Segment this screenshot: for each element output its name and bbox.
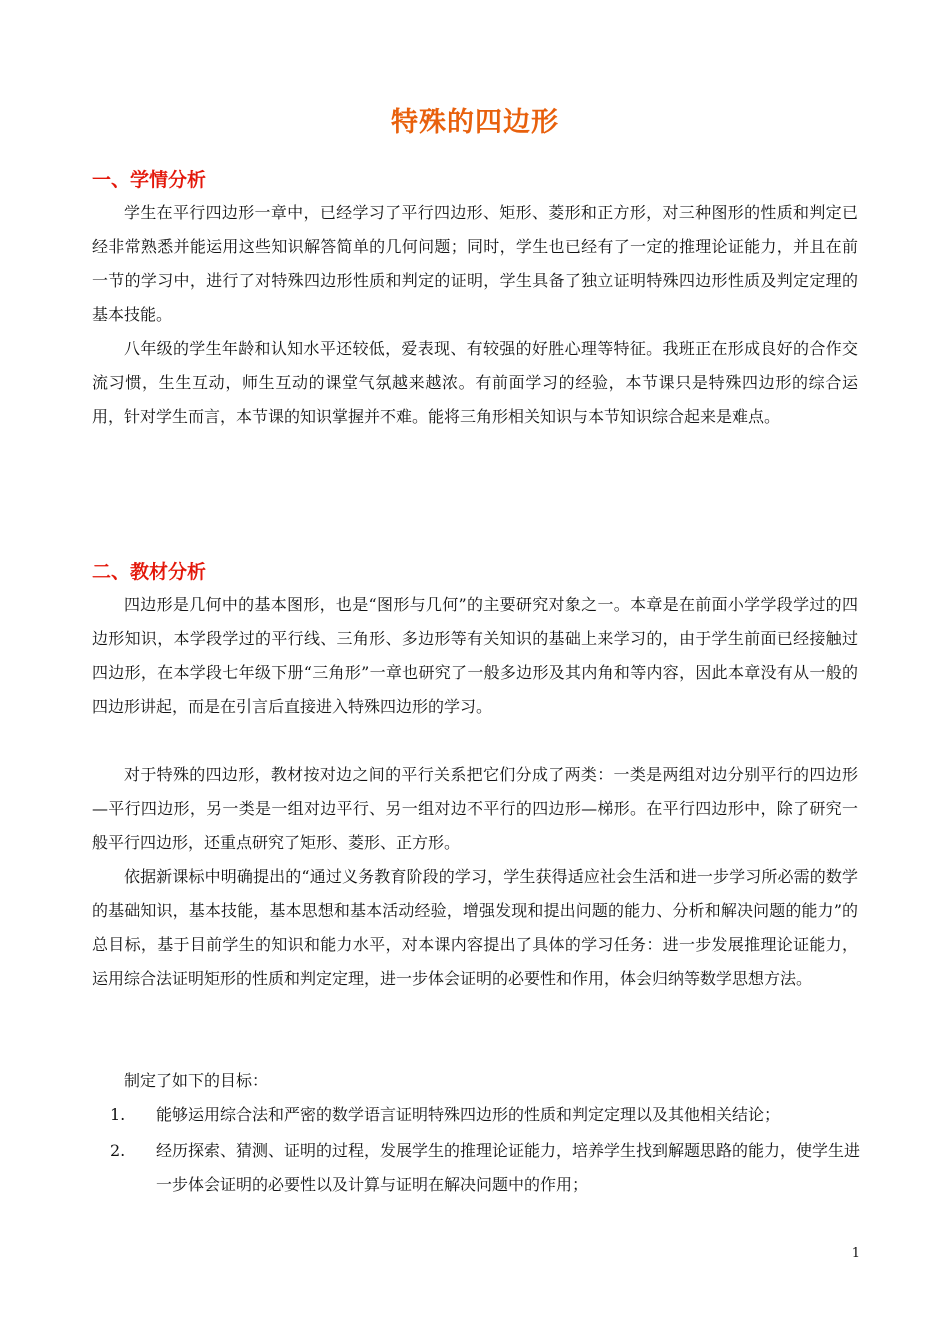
section-heading-textbook-analysis: 二、教材分析: [92, 561, 207, 583]
paragraph: 学生在平行四边形一章中，已经学习了平行四边形、矩形、菱形和正方形，对三种图形的性质和判定已经非常熟悉并能运用这些知识解答简单的几何问题；同时，学生也已经有了一定的推理论证能力，并且在前一节的学习中，进行了对特殊四边形性质和判定的证明，学生具备了独立证明特殊四边形性质及判定定理的基本技能。: [92, 203, 858, 324]
list-number: 1.: [110, 1105, 126, 1124]
page-title: 特殊的四边形: [391, 107, 559, 138]
page-number: 1: [851, 1246, 860, 1261]
paragraph: 制定了如下的目标：: [124, 1071, 269, 1090]
list-text: 经历探索、猜测、证明的过程，发展学生的推理论证能力，培养学生找到解题思路的能力，使学生进一步体会证明的必要性以及计算与证明在解决问题中的作用；: [156, 1141, 861, 1194]
paragraph: 四边形是几何中的基本图形，也是“图形与几何”的主要研究对象之一。本章是在前面小学学段学过的四边形知识，本学段学过的平行线、三角形、多边形等有关知识的基础上来学习的，由于学生前面已经接触过四边形，在本学段七年级下册“三角形”一章也研究了一般多边形及其内角和等内容，因此本章没有从一般的四边形讲起，而是在引言后直接进入特殊四边形的学习。: [92, 595, 858, 716]
goals-list: [110, 1098, 860, 1204]
paragraph: 依据新课标中明确提出的“通过义务教育阶段的学习，学生获得适应社会生活和进一步学习所必需的数学的基础知识，基本技能，基本思想和基本活动经验，增强发现和提出问题的能力、分析和解决问题的能力”的总目标，基于目前学生的知识和能力水平，对本课内容提出了具体的学习任务：进一步发展推理论证能力，运用综合法证明矩形的性质和判定定理，进一步体会证明的必要性和作用，体会归纳等数学思想方法。: [92, 867, 858, 988]
section-heading-learning-analysis: 一、学情分析: [92, 169, 207, 191]
paragraph: 八年级的学生年龄和认知水平还较低，爱表现、有较强的好胜心理等特征。我班正在形成良好的合作交流习惯，生生互动，师生互动的课堂气氛越来越浓。有前面学习的经验，本节课只是特殊四边形的综合运用，针对学生而言，本节课的知识掌握并不难。能将三角形相关知识与本节知识综合起来是难点。: [92, 339, 858, 426]
paragraph: 对于特殊的四边形，教材按对边之间的平行关系把它们分成了两类：一类是两组对边分别平行的四边形—平行四边形，另一类是一组对边平行、另一组对边不平行的四边形—梯形。在平行四边形中，除了研究一般平行四边形，还重点研究了矩形、菱形、正方形。: [92, 765, 858, 852]
list-text: 能够运用综合法和严密的数学语言证明特殊四边形的性质和判定定理以及其他相关结论；: [156, 1105, 781, 1124]
list-item: [110, 1134, 860, 1202]
list-number: 2.: [110, 1141, 126, 1160]
list-item: [110, 1098, 860, 1132]
